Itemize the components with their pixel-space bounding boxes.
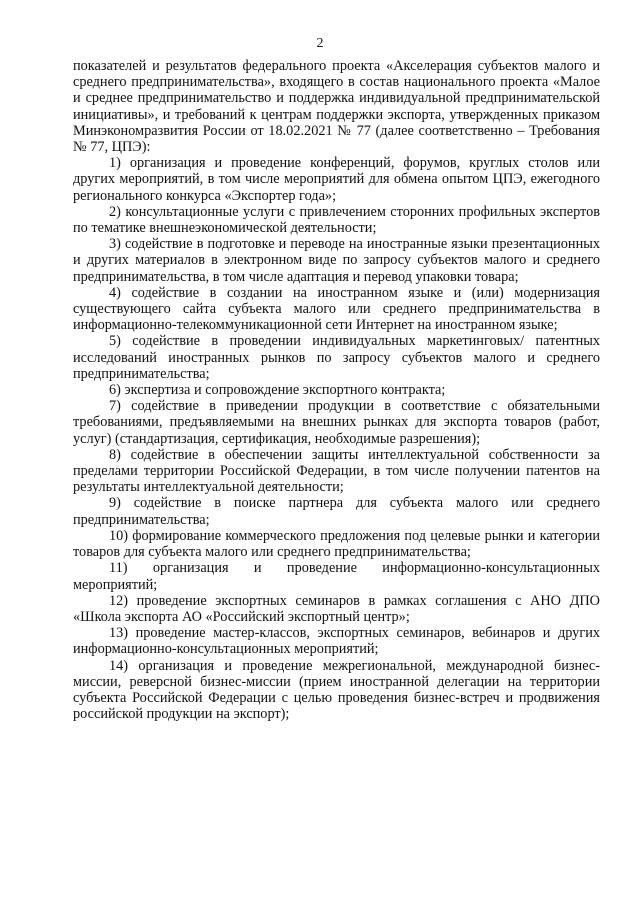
list-item-1: 1) организация и проведение конференций, форумов, круглых столов или других мероприятий, в том числе мероприятий для обмена опытом ЦПЭ, ежегодного регионального конкурса «Экспортер года»; [73,155,600,204]
document-body [73,58,600,722]
list-item-9: 9) содействие в поиске партнера для субъекта малого или среднего предпринимательства; [73,495,600,528]
list-item-2: 2) консультационные услуги с привлечением сторонних профильных экспертов по тематике внешнеэкономической деятельности; [73,203,600,237]
list-item-5: 5) содействие в проведении индивидуальных маркетинговых/ патентных исследований иностранных рынков по запросу субъектов малого и среднего предпринимательства; [73,333,600,382]
list-item-4: 4) содействие в создании на иностранном языке и (или) модернизация существующего сайта субъекта малого или среднего предпринимательства в информационно-телекоммуникационной сети Интернет на иностранном языке; [73,284,600,334]
list-item-12: 12) проведение экспортных семинаров в рамках соглашения с АНО ДПО «Школа экспорта АО «Российский экспортный центр»; [73,592,600,625]
list-item-7: 7) содействие в приведении продукции в соответствие с обязательными требованиями, предъявляемыми на внешних рынках для экспорта товаров (работ, услуг) (стандартизация, сертификация, необходимые разрешения); [73,398,600,447]
intro-paragraph: показателей и результатов федерального проекта «Акселерация субъектов малого и среднего предпринимательства», входящего в состав национального проекта «Малое и среднее предпринимательство и поддержка индивидуальной предпринимательской инициативы», и требований к центрам поддержки экспорта, утвержденных приказом Минэкономразвития России от 18.02.2021 № 77 (далее соответственно – Требования № 77, ЦПЭ): [73,58,600,156]
list-item-14: 14) организация и проведение межрегиональной, международной бизнес-миссии, реверсной бизнес-миссии (прием иностранной делегации на территории субъекта Российской Федерации с целью проведения бизнес-встреч и продвижения российской продукции на экспорт); [73,657,600,723]
list-item-3: 3) содействие в подготовке и переводе на иностранные языки презентационных и других материалов в электронном виде по запросу субъектов малого и среднего предпринимательства, в том числе адаптация и перевод упаковки товара; [73,236,600,285]
list-item-13: 13) проведение мастер-классов, экспортных семинаров, вебинаров и других информационно-консультационных мероприятий; [73,625,600,658]
list-item-10: 10) формирование коммерческого предложения под целевые рынки и категории товаров для субъекта малого или среднего предпринимательства; [73,527,600,561]
list-item-8: 8) содействие в обеспечении защиты интеллектуальной собственности за пределами территории Российской Федерации, в том числе получении патентов на результаты интеллектуальной деятельности; [73,446,600,496]
list-item-11: 11) организация и проведение информационно-консультационных мероприятий; [73,560,600,593]
list-item-6: 6) экспертиза и сопровождение экспортного контракта; [109,382,446,399]
page-number: 2 [316,36,324,51]
